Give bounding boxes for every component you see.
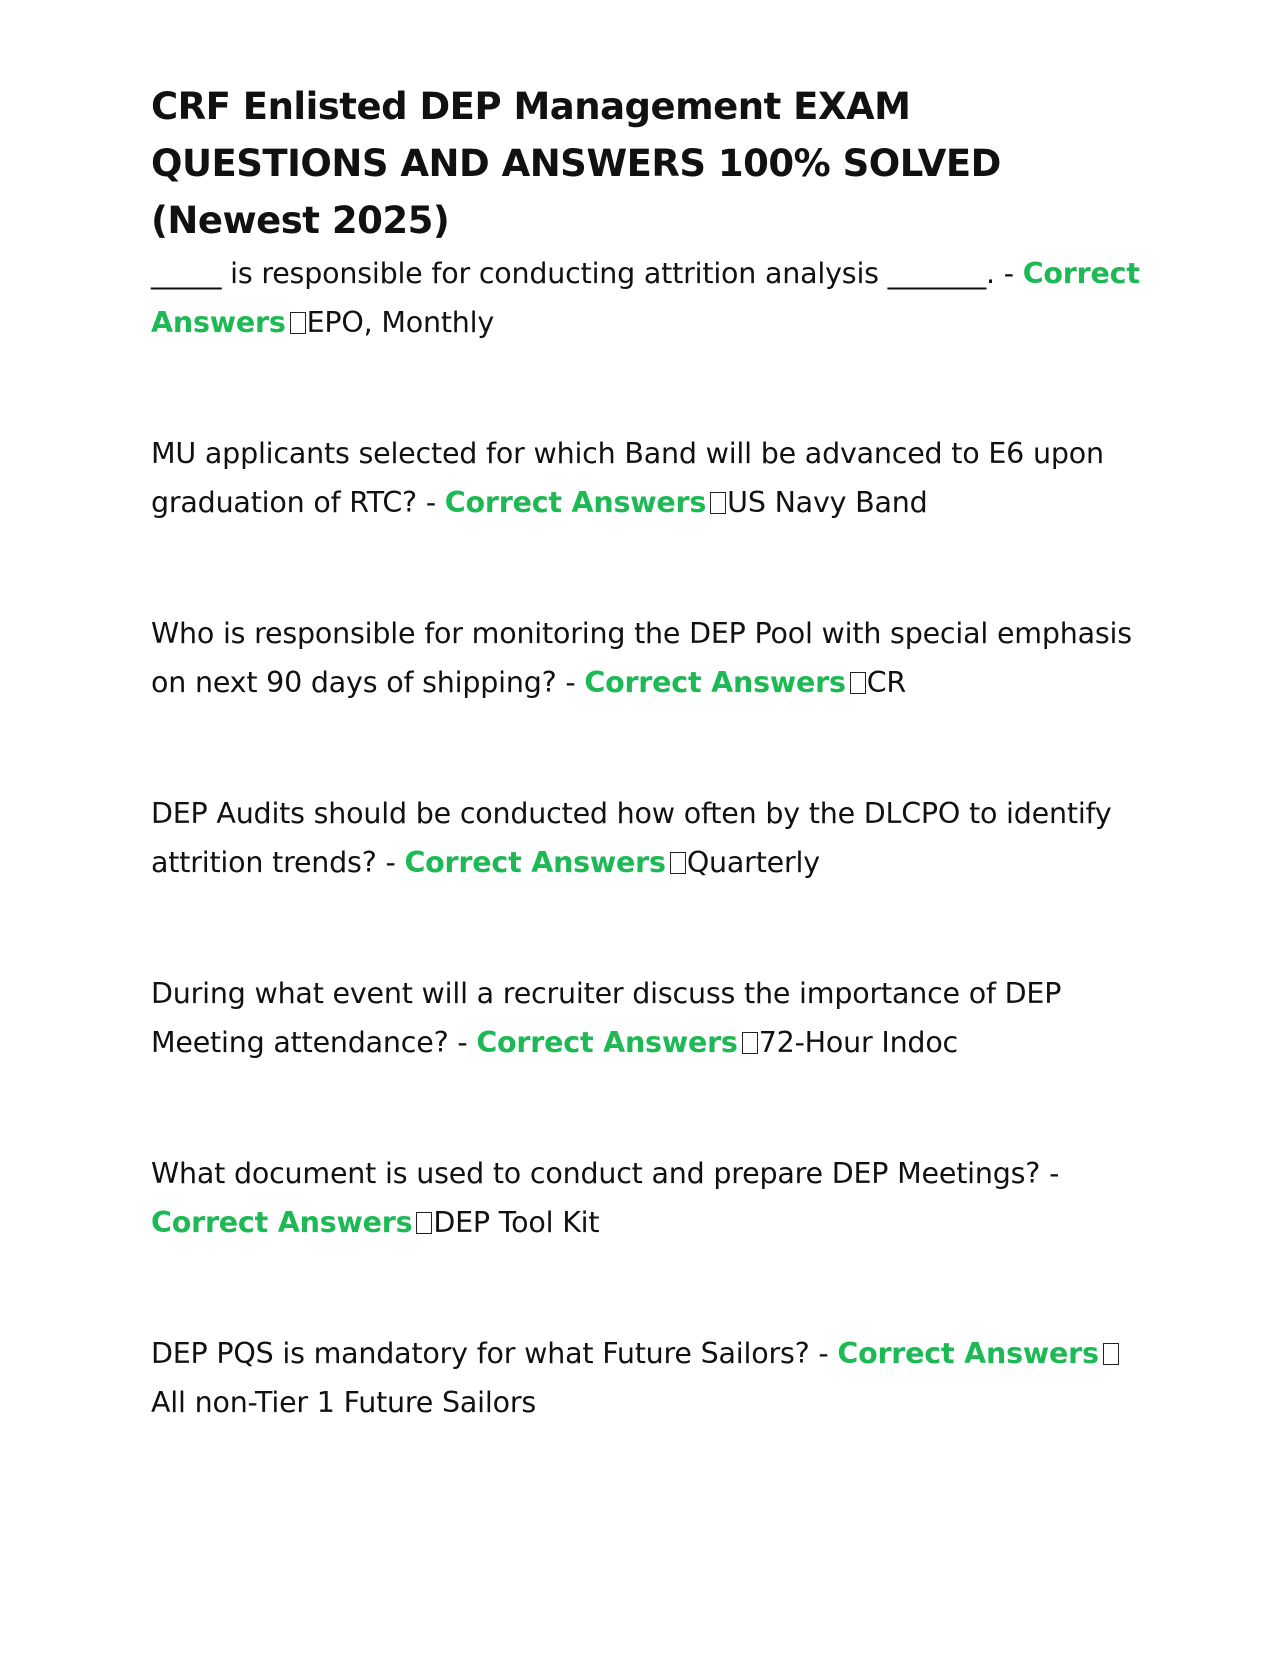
question-text: During what event will a recruiter discuss the importance of DEP Meeting attendance? - [151, 977, 1062, 1059]
qa-item [151, 429, 1141, 527]
answer-text: Quarterly [686, 846, 820, 879]
correct-answers-label: Correct Answers [444, 486, 707, 519]
correct-answers-label: Correct Answers [476, 1026, 738, 1059]
answer-text: 72-Hour Indoc [758, 1026, 959, 1059]
missing-glyph-icon [416, 1212, 432, 1234]
qa-item [151, 1329, 1141, 1427]
correct-answers-label: Correct Answers [151, 1206, 413, 1239]
correct-answers-label: Correct Answers [837, 1337, 1099, 1370]
missing-glyph-icon [290, 312, 306, 334]
correct-answers-label: Correct Answers [151, 257, 1140, 339]
correct-answers-label: Correct Answers [404, 846, 666, 879]
qa-item [151, 609, 1141, 707]
qa-item [151, 249, 1141, 347]
question-text: MU applicants selected for which Band will be advanced to E6 upon graduation of RTC? - [151, 437, 1104, 519]
question-text: _____ is responsible for conducting attrition analysis _______. - [151, 257, 1014, 290]
missing-glyph-icon [710, 492, 726, 514]
missing-glyph-icon [1103, 1343, 1119, 1365]
correct-answers-label: Correct Answers [584, 666, 846, 699]
question-text: DEP PQS is mandatory for what Future Sailors? - [151, 1337, 829, 1370]
qa-item [151, 789, 1141, 887]
answer-text: All non-Tier 1 Future Sailors [151, 1386, 536, 1419]
qa-item [151, 969, 1141, 1067]
document-body [151, 78, 1141, 1427]
missing-glyph-icon [850, 672, 866, 694]
answer-text: US Navy Band [727, 486, 928, 519]
question-text: What document is used to conduct and prepare DEP Meetings? - [151, 1157, 1060, 1190]
qa-item [151, 1149, 1141, 1247]
question-text: DEP Audits should be conducted how often by the DLCPO to identify attrition trends? - [151, 797, 1112, 879]
missing-glyph-icon [742, 1032, 758, 1054]
answer-text: CR [866, 666, 907, 699]
document-title: CRF Enlisted DEP Management EXAM QUESTIONS AND ANSWERS 100% SOLVED (Newest 2025) [151, 85, 1001, 242]
missing-glyph-icon [670, 852, 686, 874]
answer-text: DEP Tool Kit [433, 1206, 600, 1239]
answer-text: EPO, Monthly [306, 306, 495, 339]
question-text: Who is responsible for monitoring the DEP Pool with special emphasis on next 90 days of shipping? - [151, 617, 1132, 699]
